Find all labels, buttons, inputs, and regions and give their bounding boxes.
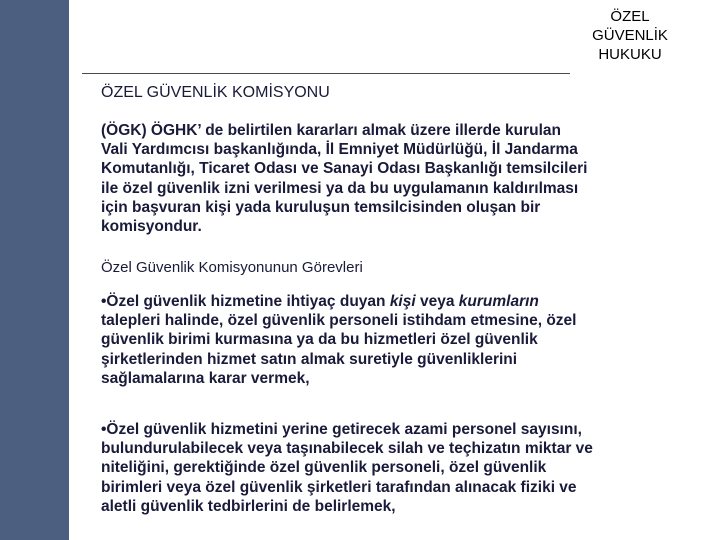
paragraph-line: niteliğini, gerektiğinde özel güvenlik personeli, özel güvenlik (101, 459, 547, 477)
duty1-text-c: veya (415, 293, 459, 310)
duty-item-1 (101, 292, 671, 388)
corner-title-line: HUKUKU (598, 46, 662, 63)
paragraph-line: ile özel güvenlik izni verilmesi ya da bu uygulamanın kaldırılması (101, 179, 579, 197)
side-accent-bar (0, 0, 69, 540)
paragraph-line: talepleri halinde, özel güvenlik personeli istihdam etmesine, özel (101, 312, 577, 330)
corner-title-line: ÖZEL (610, 8, 650, 25)
section-heading: ÖZEL GÜVENLİK KOMİSYONU (101, 84, 330, 101)
paragraph-line: Vali Yardımcısı başkanlığında, İl Emniyet Müdürlüğü, İl Jandarma (101, 141, 578, 159)
paragraph-line (101, 292, 671, 311)
paragraph-line: •Özel güvenlik hizmetini yerine getirecek azami personel sayısını, (101, 421, 582, 438)
paragraph-line: sağlamalarına karar vermek, (101, 369, 310, 387)
intro-paragraph (101, 121, 671, 236)
paragraph-line: şirketlerinden hizmet satın almak suretiyle güvenliklerini (101, 350, 518, 368)
paragraph-line: birimleri veya özel güvenlik şirketleri tarafından alınacak fiziki ve (101, 478, 577, 496)
duty-item-2 (101, 420, 671, 516)
duty1-emphasis-institution: kurumların (458, 293, 539, 310)
paragraph-line: için başvuran kişi yada kuruluşun temsilcisinden oluşan bir (101, 198, 541, 216)
paragraph-line: bulundurulabilecek veya taşınabilecek silah ve teçhizatın miktar ve (101, 440, 593, 458)
slide-corner-title (570, 7, 690, 64)
duty1-emphasis-person: kişi (389, 293, 416, 310)
duties-heading: Özel Güvenlik Komisyonunun Görevleri (101, 259, 363, 276)
duty1-text-a: •Özel güvenlik hizmetine ihtiyaç duyan (101, 293, 390, 310)
title-divider (82, 73, 570, 74)
paragraph-line: aletli güvenlik tedbirlerini de belirlemek, (101, 497, 396, 515)
paragraph-line: komisyondur. (101, 218, 202, 236)
paragraph-line: (ÖGK) ÖGHK’ de belirtilen kararları almak üzere illerde kurulan (101, 122, 561, 139)
paragraph-line: Komutanlığı, Ticaret Odası ve Sanayi Odası Başkanlığı temsilcileri (101, 160, 588, 178)
paragraph-line: güvenlik birimi kurmasına ya da bu hizmetleri özel güvenlik (101, 331, 538, 349)
corner-title-line: GÜVENLİK (592, 27, 668, 44)
